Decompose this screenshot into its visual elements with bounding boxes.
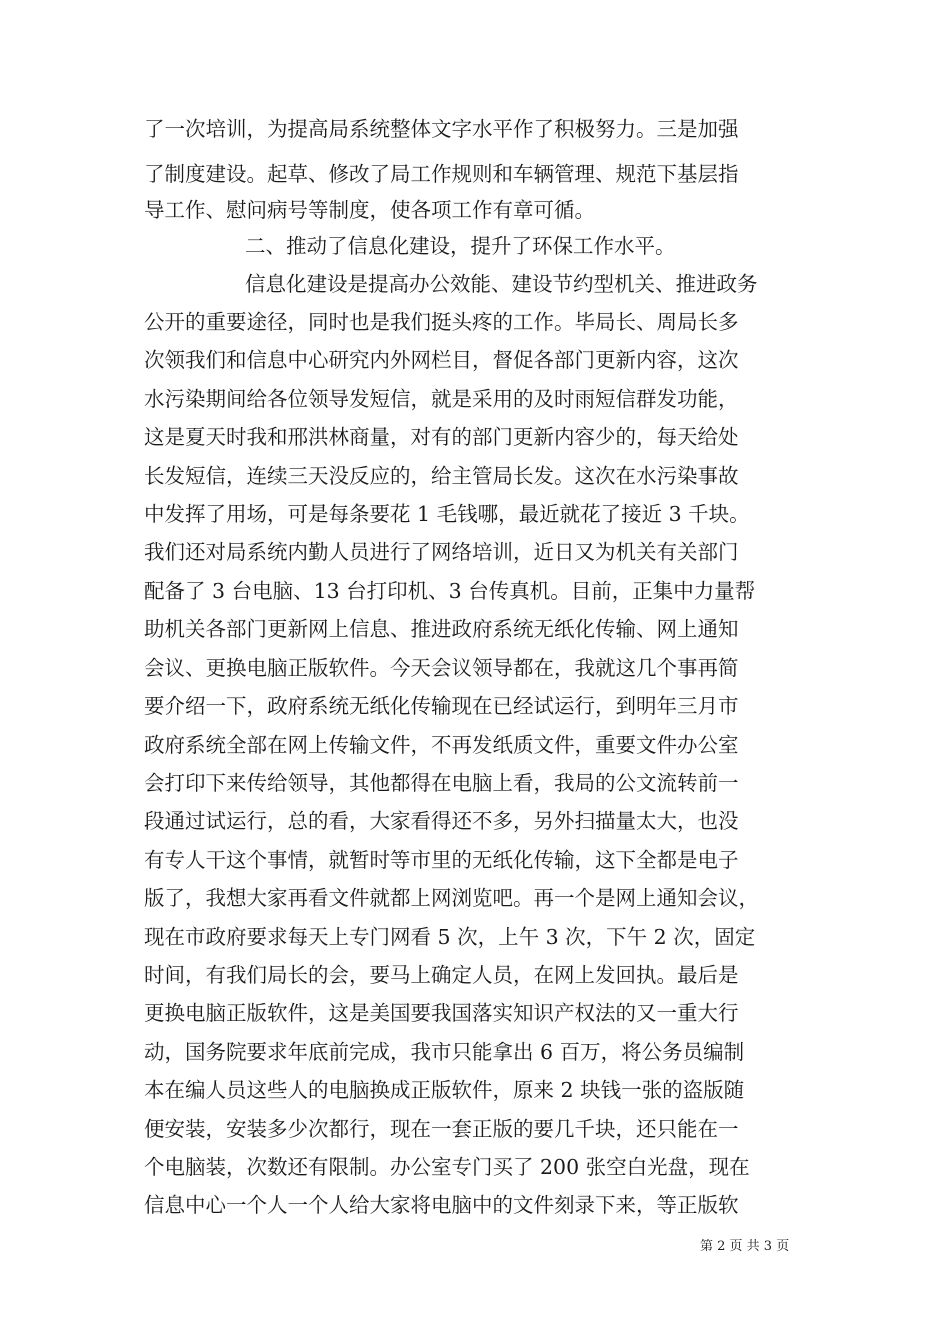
body-line: 信息化建设是提高办公效能、建设节约型机关、推进政务	[245, 272, 758, 296]
body-line: 会议、更换电脑正版软件。今天会议领导都在，我就这几个事再简	[144, 656, 739, 680]
body-line: 更换电脑正版软件，这是美国要我国落实知识产权法的又一重大行	[144, 1001, 739, 1025]
body-line: 现在市政府要求每天上专门网看 5 次，上午 3 次，下午 2 次，固定	[144, 925, 756, 949]
body-line: 公开的重要途径，同时也是我们挺头疼的工作。毕局长、周局长多	[144, 310, 739, 334]
body-line: 版了，我想大家再看文件就都上网浏览吧。再一个是网上通知会议，	[144, 886, 759, 910]
body-line: 助机关各部门更新网上信息、推进政府系统无纸化传输、网上通知	[144, 617, 739, 641]
body-line: 要介绍一下，政府系统无纸化传输现在已经试运行，到明年三月市	[144, 694, 739, 718]
body-line: 我们还对局系统内勤人员进行了网络培训，近日又为机关有关部门	[144, 540, 739, 564]
body-line: 本在编人员这些人的电脑换成正版软件，原来 2 块钱一张的盗版随	[144, 1078, 745, 1102]
body-line: 长发短信，连续三天没反应的，给主管局长发。这次在水污染事故	[144, 464, 739, 488]
body-line: 有专人干这个事情，就暂时等市里的无纸化传输，这下全都是电子	[144, 848, 739, 872]
body-line: 时间，有我们局长的会，要马上确定人员，在网上发回执。最后是	[144, 963, 739, 987]
body-line: 段通过试运行，总的看，大家看得还不多，另外扫描量太大，也没	[144, 809, 739, 833]
body-line: 政府系统全部在网上传输文件，不再发纸质文件，重要文件办公室	[144, 733, 739, 757]
body-line: 次领我们和信息中心研究内外网栏目，督促各部门更新内容，这次	[144, 348, 739, 372]
section-heading: 二、推动了信息化建设，提升了环保工作水平。	[245, 234, 676, 258]
body-line: 动，国务院要求年底前完成，我市只能拿出 6 百万，将公务员编制	[144, 1040, 745, 1064]
body-line: 水污染期间给各位领导发短信，就是采用的及时雨短信群发功能，	[144, 387, 739, 411]
page-number-footer: 第 2 页 共 3 页	[700, 1239, 790, 1254]
body-line: 会打印下来传给领导，其他都得在电脑上看，我局的公文流转前一	[144, 771, 739, 795]
body-line: 导工作、慰问病号等制度，使各项工作有章可循。	[144, 198, 595, 222]
body-line: 了一次培训，为提高局系统整体文字水平作了积极努力。三是加强	[144, 117, 739, 141]
body-line: 这是夏天时我和邢洪林商量，对有的部门更新内容少的，每天给处	[144, 425, 739, 449]
body-line: 信息中心一个人一个人给大家将电脑中的文件刻录下来，等正版软	[144, 1193, 739, 1217]
body-line: 便安装，安装多少次都行，现在一套正版的要几千块，还只能在一	[144, 1117, 739, 1141]
body-line: 个电脑装，次数还有限制。办公室专门买了 200 张空白光盘，现在	[144, 1155, 750, 1179]
body-line: 中发挥了用场，可是每条要花 1 毛钱哪，最近就花了接近 3 千块。	[144, 502, 750, 526]
body-line: 配备了 3 台电脑、13 台打印机、3 台传真机。目前，正集中力量帮	[144, 579, 756, 603]
body-line: 了制度建设。起草、修改了局工作规则和车辆管理、规范下基层指	[144, 162, 739, 186]
